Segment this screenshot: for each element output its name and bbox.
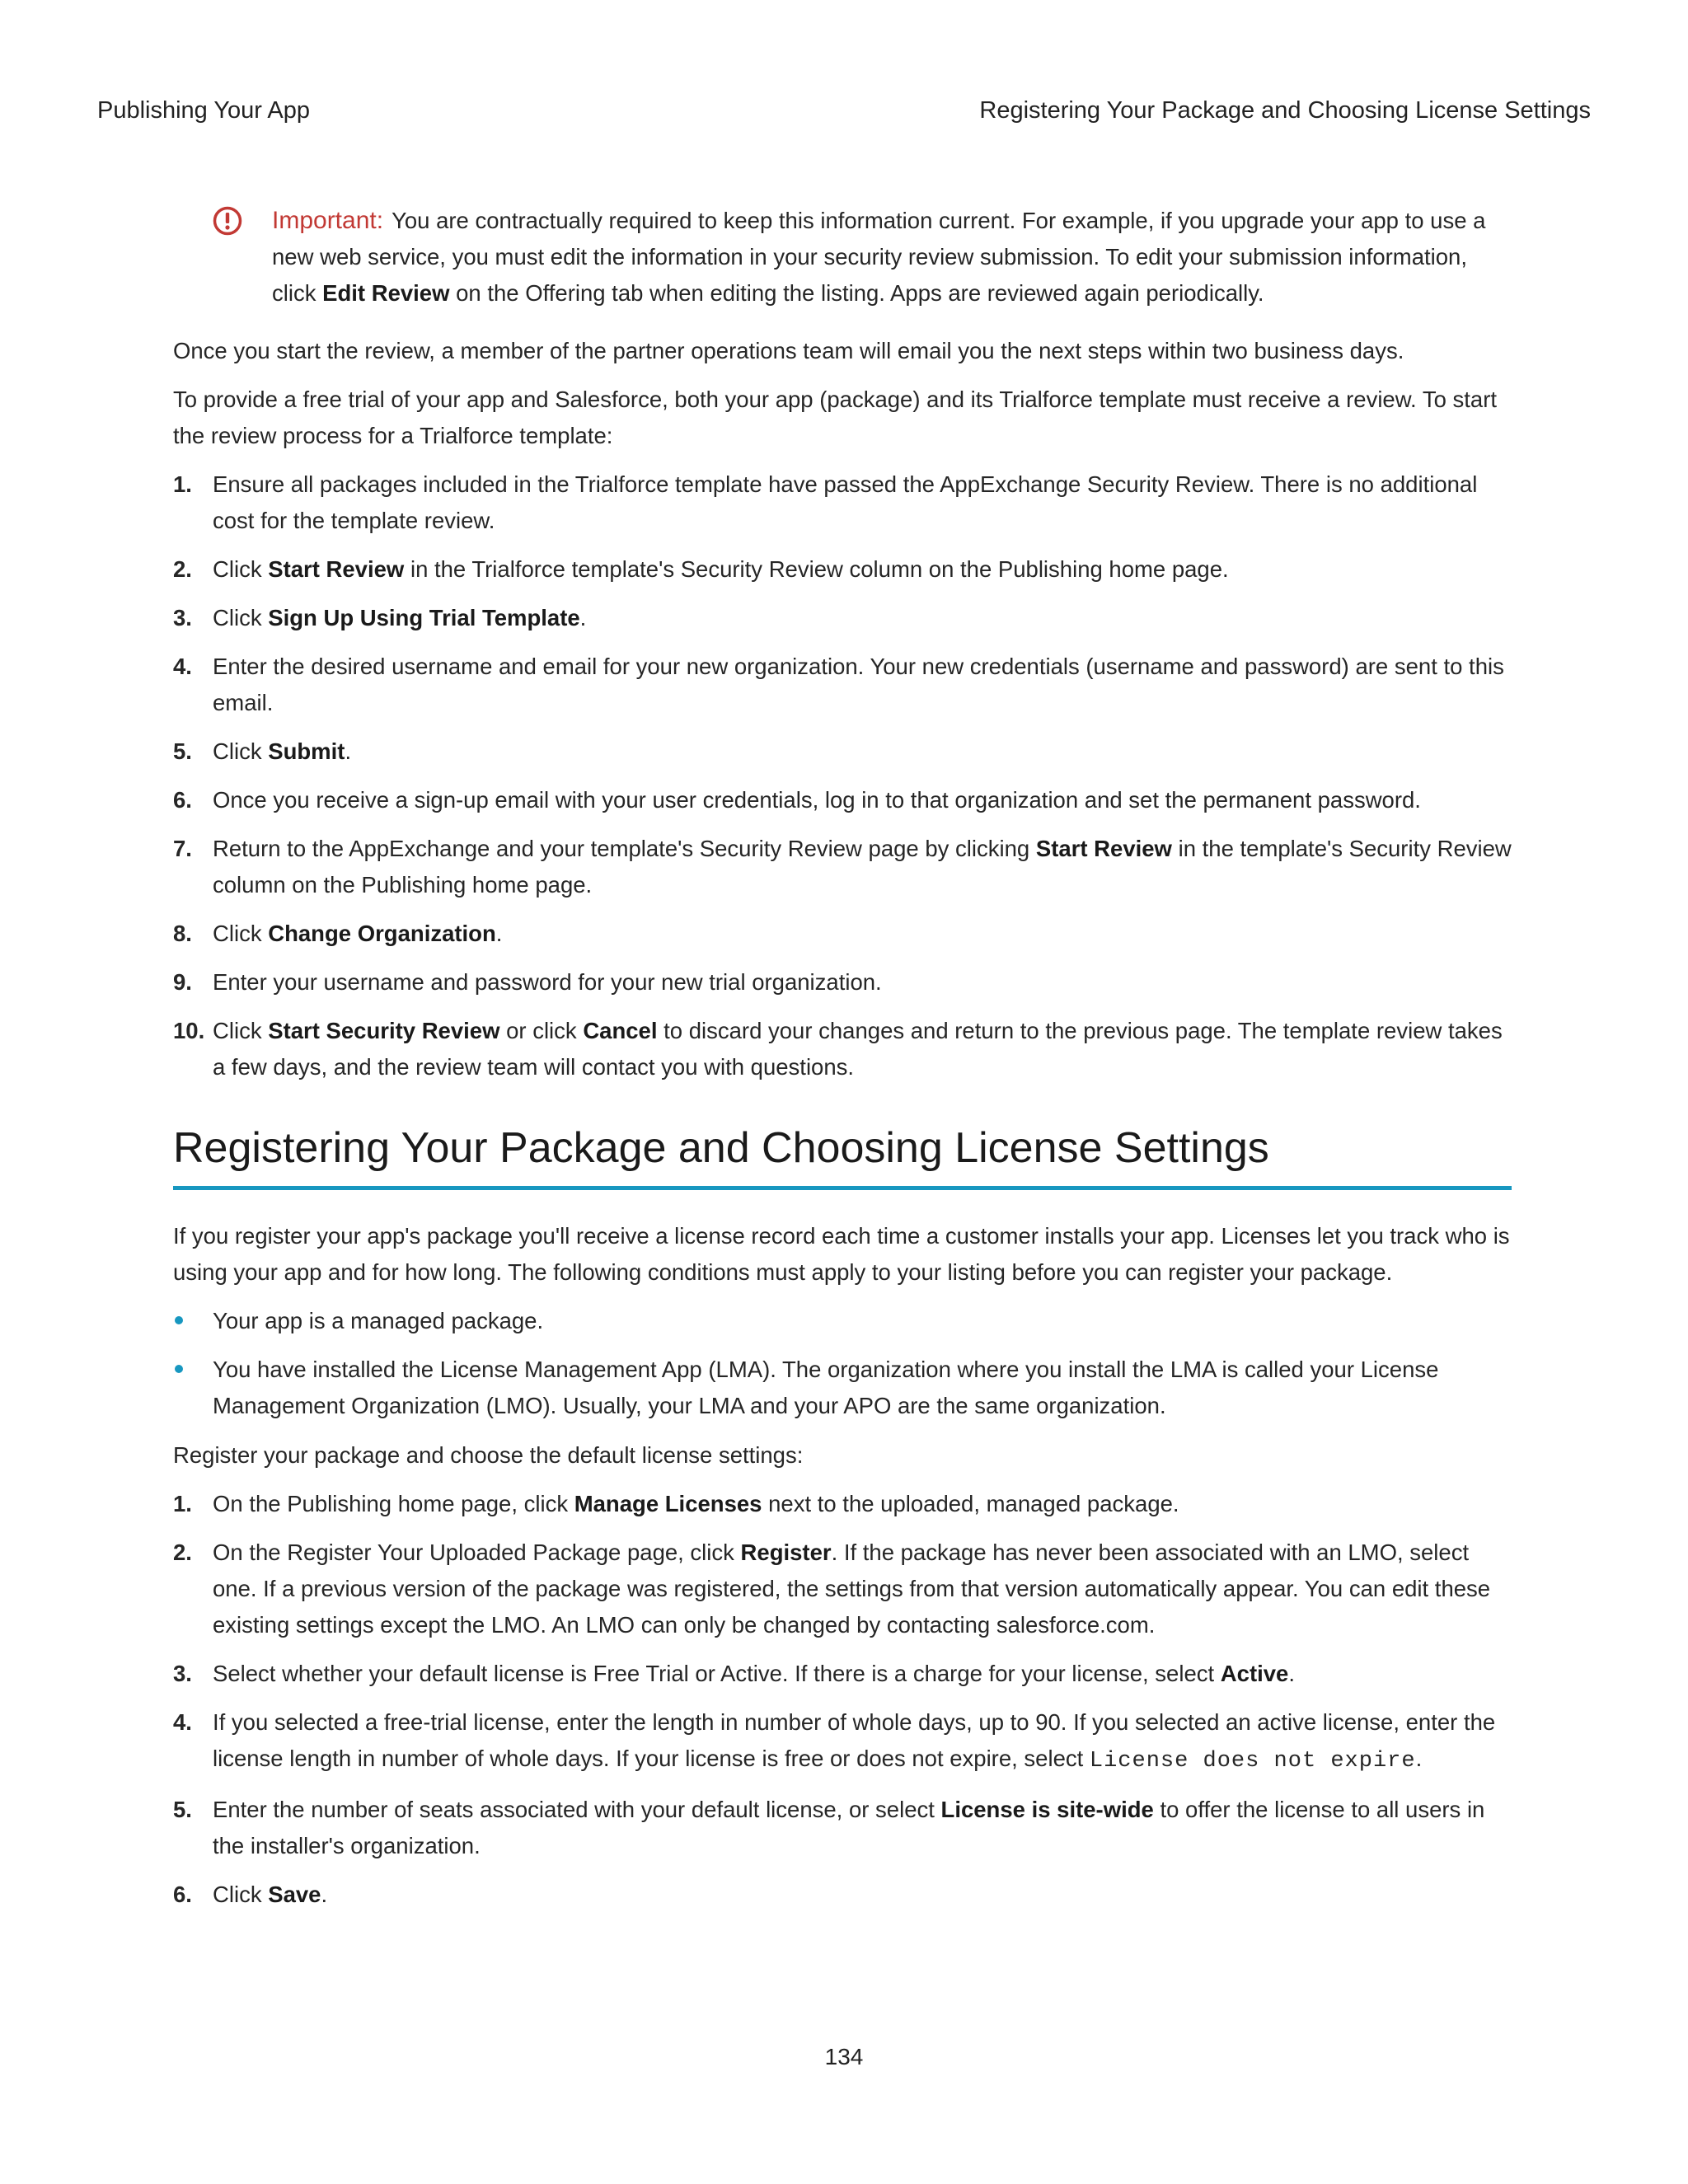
list-item: 4. Enter the desired username and email for your new organization. Your new credentials (username and password) are sent to this email. (173, 654, 1504, 715)
bullet-icon (175, 1365, 183, 1373)
list-item: 10. Click Start Security Review or click Cancel to discard your changes and return to the previous page. The template review takes a few days, and the review team will contact you with questions. (173, 1018, 1503, 1080)
section-heading: Registering Your Package and Choosing License Settings (173, 1122, 1512, 1190)
list-item: 6. Once you receive a sign-up email with your user credentials, log in to that organization and set the permanent password. (173, 787, 1421, 813)
important-text-end: on the Offering tab when editing the listing. Apps are reviewed again periodically. (449, 280, 1264, 306)
bullet-icon (175, 1316, 183, 1324)
header-section-title: Registering Your Package and Choosing License Settings (979, 97, 1591, 124)
conditions-bullet-list (173, 1303, 1512, 1424)
paragraph-review-start: Once you start the review, a member of the partner operations team will email you the next steps within two business days. (173, 338, 1404, 363)
important-callout (173, 203, 1512, 312)
list-item: 5. Enter the number of seats associated with your default license, or select License is site-wide to offer the license to all users in the installer's organization. (173, 1797, 1485, 1858)
edit-review-term: Edit Review (322, 280, 450, 306)
important-label: Important: (272, 207, 384, 234)
list-item: 9. Enter your username and password for your new trial organization. (173, 969, 882, 995)
list-item: 1. Ensure all packages included in the Trialforce template have passed the AppExchange Security Review. There is no additional cost for the template review. (173, 471, 1478, 533)
paragraph-register-intro: Register your package and choose the default license settings: (173, 1442, 804, 1468)
list-item: 5. Click Submit. (173, 738, 352, 764)
list-item: 2. On the Register Your Uploaded Package page, click Register. If the package has never been associated with an LMO, select one. If a previous version of the package was registered, the settings from that version automatically appear. You can edit these existing settings except the LMO. An LMO can only be changed by contacting salesforce.com. (173, 1540, 1491, 1638)
trialforce-steps-list (173, 466, 1512, 1085)
code-text: License does not expire (1089, 1749, 1416, 1774)
paragraph-trialforce-intro: To provide a free trial of your app and Salesforce, both your app (package) and its Trialforce template must receive a review. To start the review process for a Trialforce template: (173, 387, 1498, 448)
page-number: 134 (824, 2044, 864, 2069)
page-content (173, 203, 1512, 1926)
list-item: 2. Click Start Review in the Trialforce template's Security Review column on the Publishing home page. (173, 556, 1229, 582)
running-header (97, 97, 1591, 130)
list-item: 8. Click Change Organization. (173, 921, 503, 946)
list-item: 3. Select whether your default license is Free Trial or Active. If there is a charge for your license, select Active. (173, 1661, 1295, 1686)
list-item: You have installed the License Management App (LMA). The organization where you install the LMA is called your License Management Organization (LMO). Usually, your LMA and your APO are the same organization. (173, 1352, 1512, 1424)
list-item: Your app is a managed package. (173, 1303, 1512, 1339)
list-item: 4. If you selected a free-trial license, enter the length in number of whole days, up to 90. If you selected an active license, enter the license length in number of whole days. If your license is free or does not expire, select License does not expire. (173, 1709, 1496, 1774)
important-text: You are contractually required to keep this information current. For example, if you upgrade your app to use a new web service, you must edit the information in your security review submission. To edit your submission information, click (272, 208, 1486, 306)
list-item: 7. Return to the AppExchange and your template's Security Review page by clicking Start Review in the template's Security Review column on the Publishing home page. (173, 836, 1512, 898)
warning-icon (213, 206, 242, 236)
list-item: 3. Click Sign Up Using Trial Template. (173, 605, 587, 630)
list-item: 1. On the Publishing home page, click Manage Licenses next to the uploaded, managed package. (173, 1491, 1179, 1516)
paragraph-license-intro: If you register your app's package you'll receive a license record each time a customer installs your app. Licenses let you track who is using your app and for how long. The following conditions must apply to your listing before you can register your package. (173, 1223, 1510, 1285)
header-chapter-title: Publishing Your App (97, 97, 310, 124)
list-item: 6. Click Save. (173, 1882, 328, 1907)
license-steps-list (173, 1486, 1512, 1913)
